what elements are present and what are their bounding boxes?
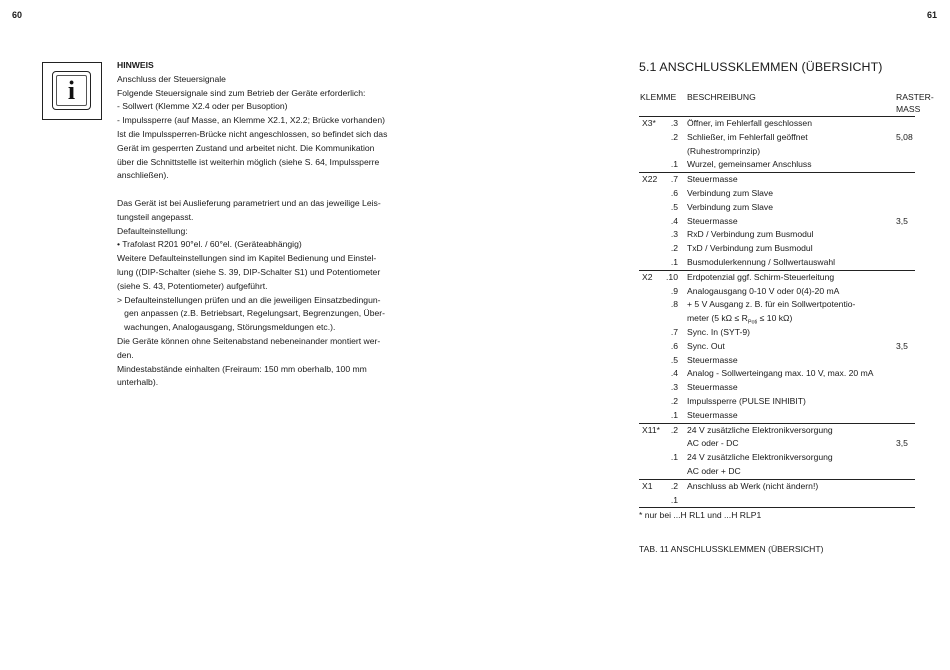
table-body [639, 117, 915, 508]
cell-pin: .6 [670, 340, 678, 351]
cell-beschreibung: Steuermasse [687, 174, 738, 185]
table-row [639, 480, 915, 494]
cell-beschreibung: Anschluss ab Werk (nicht ändern!) [687, 480, 819, 491]
table-row [639, 312, 915, 326]
note-line: lung ((DIP-Schalter (siehe S. 39, DIP-Schalter S1) und Potentiometer [117, 266, 381, 277]
table-row [639, 173, 915, 187]
table-row [639, 424, 915, 438]
note-heading: HINWEIS [117, 60, 154, 70]
cell-pin: .2 [670, 395, 678, 406]
cell-pin: .3 [670, 382, 678, 393]
cell-pin: .8 [670, 299, 678, 310]
cell-pin: .2 [670, 243, 678, 254]
cell-pin: .4 [670, 368, 678, 379]
cell-beschreibung: AC oder - DC [687, 438, 739, 449]
table-row [639, 131, 915, 145]
note-line: unterhalb). [117, 377, 159, 388]
header-rastermass [896, 91, 934, 115]
note-line: Anschluss der Steuersignale [117, 73, 226, 84]
note-line: Folgende Steuersignale sind zum Betrieb der Geräte erforderlich: [117, 87, 366, 98]
header-klemme: KLEMME [640, 92, 677, 102]
terminal-group [639, 117, 915, 173]
cell-beschreibung: TxD / Verbindung zum Busmodul [687, 243, 813, 254]
desc-subscript: Poti [747, 319, 758, 326]
cell-klemme: X2 [642, 271, 653, 282]
cell-beschreibung: Busmodulerkennung / Sollwertauswahl [687, 256, 836, 267]
table-row [639, 298, 915, 312]
cell-beschreibung: Schließer, im Fehlerfall geöffnet [687, 131, 808, 142]
cell-pin: .7 [670, 174, 678, 185]
cell-beschreibung: AC oder + DC [687, 465, 741, 476]
note-line: Weitere Defaulteinstellungen sind im Kapitel Bedienung und Einstel- [117, 253, 377, 264]
cell-pin: .1 [670, 494, 678, 505]
cell-pin: .7 [670, 326, 678, 337]
cell-beschreibung: Verbindung zum Slave [687, 201, 773, 212]
terminal-group [639, 173, 915, 271]
cell-klemme: X11* [642, 424, 660, 435]
table-row [639, 340, 915, 354]
cell-beschreibung: RxD / Verbindung zum Busmodul [687, 229, 814, 240]
info-icon: i [42, 62, 102, 120]
table-row [639, 451, 915, 465]
note-line: Mindestabstände einhalten (Freiraum: 150 mm oberhalb, 100 mm [117, 363, 367, 374]
cell-rastermass: 3,5 [896, 438, 908, 449]
cell-klemme: X1 [642, 480, 653, 491]
cell-pin: .1 [670, 159, 678, 170]
note-block [117, 59, 417, 390]
cell-rastermass: 5,08 [896, 131, 913, 142]
cell-beschreibung: Erdpotenzial ggf. Schirm-Steuerleitung [687, 271, 835, 282]
cell-pin: .2 [670, 131, 678, 142]
cell-pin: .3 [670, 118, 678, 128]
cell-pin: .1 [670, 256, 678, 267]
note-line: den. [117, 349, 134, 360]
table-row [639, 187, 915, 201]
table-row [639, 117, 915, 131]
table-row [639, 367, 915, 381]
cell-pin: .3 [670, 229, 678, 240]
table-row [639, 285, 915, 299]
header-raster-line2: MASS [896, 104, 921, 114]
table-row [639, 256, 915, 270]
cell-beschreibung: + 5 V Ausgang z. B. für ein Sollwertpotentio- [687, 299, 856, 310]
note-line: (siehe S. 43, Potentiometer) aufgeführt. [117, 280, 268, 291]
terminal-group [639, 480, 915, 509]
header-beschreibung: BESCHREIBUNG [687, 92, 756, 102]
cell-beschreibung: Verbindung zum Slave [687, 187, 773, 198]
cell-pin: .4 [670, 215, 678, 226]
table-row [639, 381, 915, 395]
table-row [639, 158, 915, 172]
cell-rastermass: 3,5 [896, 215, 908, 226]
table-row [639, 437, 915, 451]
terminal-table [639, 91, 934, 508]
table-caption: TAB. 11 ANSCHLUSSKLEMMEN (ÜBERSICHT) [639, 544, 824, 554]
cell-beschreibung: 24 V zusätzliche Elektronikversorgung [687, 424, 833, 435]
cell-klemme: X3* [642, 118, 656, 128]
note-line: • Trafolast R201 90°el. / 60°el. (Geräteabhängig) [117, 239, 302, 250]
note-line: Ist die Impulssperren-Brücke nicht angeschlossen, so befindet sich das [117, 128, 388, 139]
page-number-left: 60 [12, 10, 23, 20]
cell-beschreibung: Steuermasse [687, 382, 738, 393]
cell-pin: .2 [670, 424, 678, 435]
table-row [639, 326, 915, 340]
table-row [639, 228, 915, 242]
cell-pin: .6 [670, 187, 678, 198]
note-line: - Sollwert (Klemme X2.4 oder per Busoption) [117, 101, 288, 112]
table-row [639, 242, 915, 256]
note-line: > Defaulteinstellungen prüfen und an die jeweiligen Einsatzbedingun- [117, 294, 381, 305]
table-row [639, 465, 915, 479]
note-line: gen anpassen (z.B. Betriebsart, Regelungsart, Begrenzungen, Über- [117, 308, 385, 319]
terminal-group [639, 271, 915, 424]
cell-beschreibung: Sync. In (SYT-9) [687, 326, 751, 337]
cell-beschreibung: Steuermasse [687, 409, 738, 420]
cell-pin: .2 [670, 480, 678, 491]
table-row [639, 354, 915, 368]
cell-beschreibung: Sync. Out [687, 340, 725, 351]
cell-beschreibung: Steuermasse [687, 354, 738, 365]
cell-beschreibung: 24 V zusätzliche Elektronikversorgung [687, 452, 833, 463]
table-row [639, 215, 915, 229]
table-row [639, 145, 915, 159]
cell-pin: .9 [670, 285, 678, 296]
table-row [639, 201, 915, 215]
note-line: Die Geräte können ohne Seitenabstand nebeneinander montiert wer- [117, 335, 381, 346]
cell-beschreibung: Wurzel, gemeinsamer Anschluss [687, 159, 812, 170]
desc-text: meter (5 kΩ ≤ R [687, 313, 748, 324]
cell-pin: .5 [670, 354, 678, 365]
cell-rastermass: 3,5 [896, 340, 908, 351]
table-footnote: * nur bei ...H RL1 und ...H RLP1 [639, 510, 762, 520]
note-spacer [117, 183, 417, 197]
cell-pin: .1 [670, 452, 678, 463]
cell-beschreibung: (Ruhestromprinzip) [687, 145, 761, 156]
note-line: - Impulssperre (auf Masse, an Klemme X2.1, X2.2; Brücke vorhanden) [117, 115, 385, 126]
note-line: anschließen). [117, 170, 169, 181]
desc-text-cont: ≤ 10 kΩ) [757, 313, 793, 324]
cell-beschreibung: Impulssperre (PULSE INHIBIT) [687, 395, 806, 406]
terminal-group [639, 424, 915, 480]
note-line: tungsteil angepasst. [117, 211, 194, 222]
cell-klemme: X22 [642, 174, 658, 185]
note-line: wachungen, Analogausgang, Störungsmeldungen etc.). [117, 322, 336, 333]
note-line: Gerät im gesperrten Zustand und arbeitet nicht. Die Kommunikation [117, 142, 375, 153]
note-line: Defaulteinstellung: [117, 225, 188, 236]
cell-beschreibung: Analog - Sollwerteingang max. 10 V, max. 20 mA [687, 368, 874, 379]
cell-pin: .10 [666, 271, 678, 282]
cell-pin: .1 [670, 409, 678, 420]
cell-pin: .5 [670, 201, 678, 212]
note-line: Das Gerät ist bei Auslieferung parametriert und an das jeweilige Leis- [117, 197, 381, 208]
table-row [639, 494, 915, 508]
note-body [117, 73, 417, 390]
table-header [639, 91, 934, 117]
cell-beschreibung: Steuermasse [687, 215, 738, 226]
table-row [639, 395, 915, 409]
cell-beschreibung: Analogausgang 0-10 V oder 0(4)-20 mA [687, 285, 840, 296]
cell-beschreibung: Öffner, im Fehlerfall geschlossen [687, 118, 812, 128]
table-row [639, 271, 915, 285]
section-title: 5.1 ANSCHLUSSKLEMMEN (ÜBERSICHT) [639, 60, 883, 74]
note-line: über die Schnittstelle ist weiterhin möglich (siehe S. 64, Impulssperre [117, 156, 380, 167]
page-number-right: 61 [926, 10, 937, 20]
header-raster-line1: RASTER- [896, 92, 934, 102]
table-row [639, 409, 915, 423]
